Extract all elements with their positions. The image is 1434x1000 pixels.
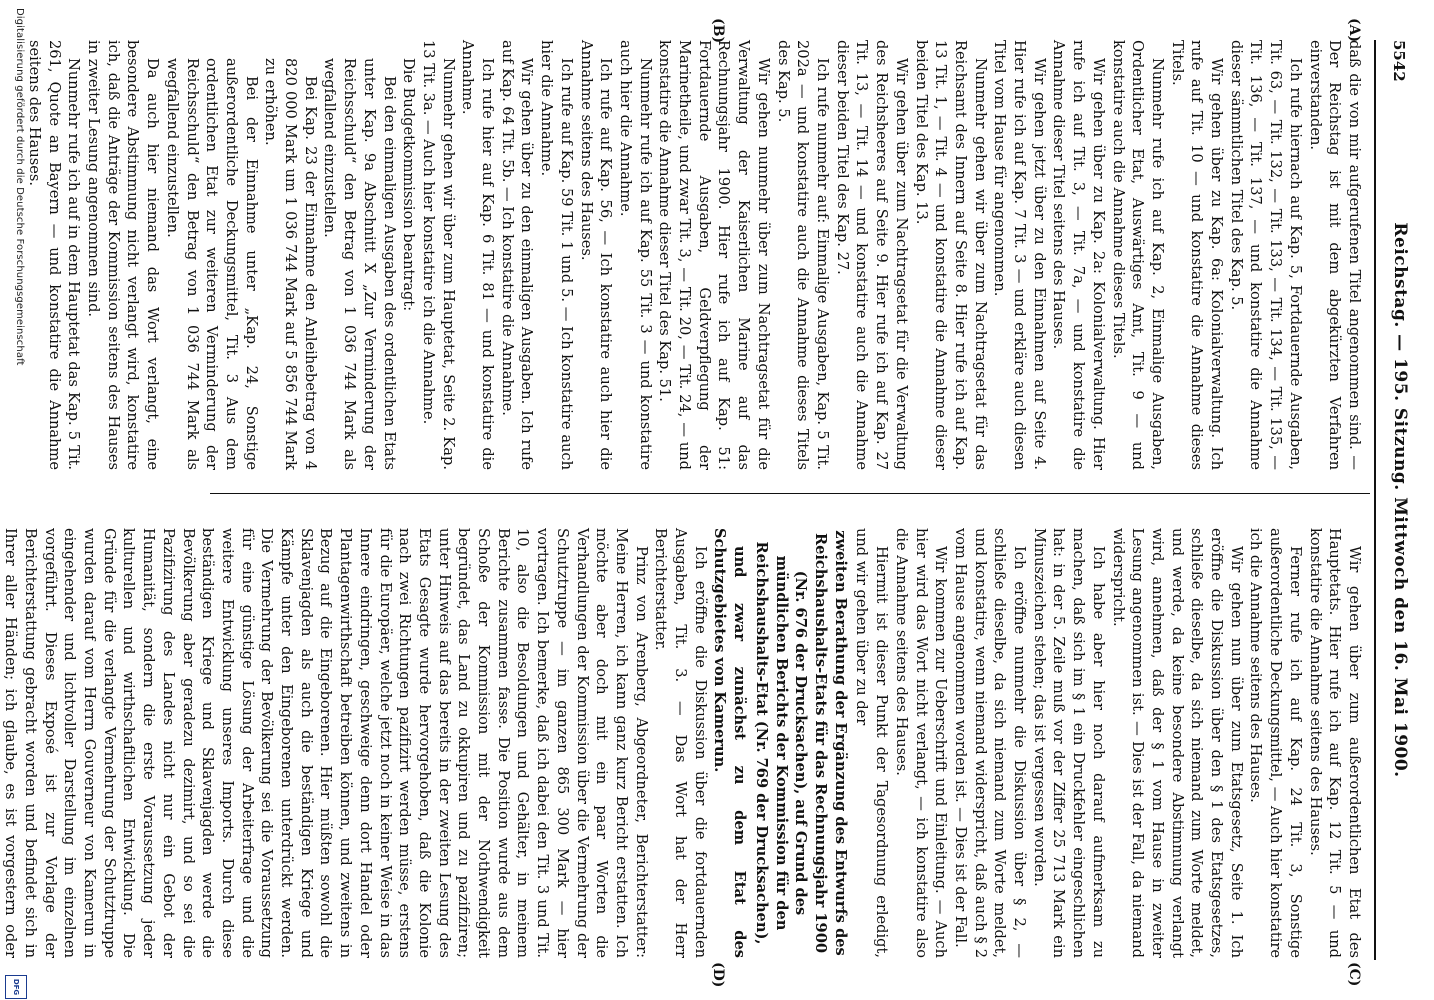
paragraph: Nunmehr gehen wir über zum Nachtragsetat für das Reichsamt des Innern auf Seite 8. Hier rufe ich auf Kap. 13 Tit. 1, — Tit. 4 — und konstatire die Annahme dieser beiden Titel des Kap. 13. <box>912 40 989 470</box>
margin-mark-a: (A) <box>1346 18 1362 43</box>
paragraph: Bei den einmaligen Ausgaben des ordentlichen Etats unter Kap. 9a Abschnitt X „Zur Verminderung der Reichsschuld“ den Betrag von 1 036 744 Mark als wegfallend einzustellen. <box>321 58 398 470</box>
page-title: Reichstag. — 195. Sitzung. Mittwoch den 16. Mai 1900. <box>1390 222 1410 778</box>
left-column <box>20 40 1364 470</box>
paragraph: Ich rufe auf Kap. 56, — Ich konstatire auch hier die Annahme seitens des Hauses. <box>577 40 615 470</box>
paragraph: Wir gehen nun über zum Etatsgesetz, Seite 1. Ich eröffne die Diskussion über den § 1 des Etatsgesetzes, schließe dieselbe, da sich niemand zum Worte meldet, und werde, da keine besondere Abstimmung verlangt wird, annehmen, daß der § 1 vom Hause in zweiter Lesung angenommen ist. — Dies ist der Fall, da niemand widerspricht. <box>1109 528 1245 958</box>
paragraph: Bei der Einnahme unter „Kap. 24, Sonstige außerordentliche Deckungsmittel, Tit. 3 Aus dem ordentlichen Etat zur weiteren Verminderung der Reichsschuld“ den Betrag von 1 036 744 Mark als wegfallend einzustellen. <box>163 58 260 470</box>
paragraph: Wir gehen über zu Kap. 2a: Kolonialverwaltung. Hier rufe ich auf Tit. 3, — Tit. 7a, — und konstatire die Annahme dieser Titel seitens des Hauses. <box>1050 40 1107 470</box>
paragraph: Wir gehen nunmehr über zum Nachtragsetat für die Verwaltung der Kaiserlichen Marine auf das Rechnungsjahr 1900. Hier rufe ich auf Kap. 51: Fortdauernde Ausgaben, Geldverpflegung der Marinetheile, und zwar Tit. 3, — Tit. 20, — Tit. 24, — und konstatire die Annahme dieser Titel des Kap. 51. <box>656 40 772 470</box>
page-header <box>1374 40 1414 960</box>
paragraph: Ich rufe auf Kap. 59 Tit. 1 und 5. — Ich konstatire auch hier die Annahme. <box>538 40 575 470</box>
margin-mark-c: (C) <box>1346 962 1362 987</box>
dfg-logo-text: DFG <box>12 978 20 996</box>
paragraph: Nunmehr rufe ich auf Kap. 55 Tit. 3 — und konstatire auch hier die Annahme. <box>616 40 654 470</box>
paragraph: Wir gehen jetzt über zu den Einnahmen auf Seite 4. Hier rufe ich auf Kap. 7 Tit. 3 — und erkläre auch diesen Titel vom Hause für angenommen. <box>991 40 1048 470</box>
paragraph: Nunmehr gehen wir über zum Hauptetat, Seite 2. Kap. 13 Tit. 3a. — Auch hier konstatire ich die Annahme. <box>419 40 457 470</box>
paragraph: Wir gehen über zum außerordentlichen Etat des Hauptetats. Hier rufe ich auf Kap. 12 Tit. 5 — und konstatire die Annahme seitens des Hauses. <box>1306 528 1363 958</box>
page-number: 5542 <box>1390 40 1408 82</box>
paragraph: Wir gehen über zum Nachtragsetat für die Verwaltung des Reichsheeres auf Seite 9. Hier rufe ich auf Kap. 27 Tit. 13, — Tit. 14 — und konstatire auch die Annahme dieser beiden Titel des Kap. 27. <box>833 40 910 470</box>
paragraph: Nunmehr rufe ich auf in dem Hauptetat das Kap. 5 Tit. 261, Quote an Bayern — und konstatire die Annahme seitens des Hauses. <box>25 40 83 470</box>
right-column <box>2 528 1364 958</box>
paragraph: Ich eröffne die Diskussion über die fortdauernden Ausgaben, Tit. 3. — Das Wort hat der Herr Berichterstatter. <box>652 528 709 958</box>
paragraph: Ich eröffne nunmehr die Diskussion über § 2, — schließe dieselbe, da sich niemand zum Worte meldet, und konstatire, wenn niemand widerspricht, daß auch § 2 vom Hause angenommen worden ist. — Dies ist der Fall. <box>951 528 1029 958</box>
paragraph: Hiermit ist dieser Punkt der Tagesordnung erledigt, und wir gehen über zu der <box>853 528 891 958</box>
paragraph: Ich rufe nunmehr auf: Einmalige Ausgaben, Kap. 5 Tit. 202a — und konstatire auch die Annahme dieses Titels des Kap. 5. <box>774 40 832 470</box>
section-heading: und zwar zunächst zu dem Etat des Schutzgebietes von Kamerun. <box>711 528 749 958</box>
paragraph: Wir gehen über zu Kap. 6a: Kolonialverwaltung. Ich rufe auf Tit. 10 — und konstatire die Annahme dieses Titels. <box>1168 40 1226 470</box>
paragraph: Da auch hier niemand das Wort verlangt, eine besondere Abstimmung nicht verlangt wird, konstatire ich, daß die Anträge der Kommission seitens des Hauses in zweiter Lesung angenommen sind. <box>85 40 162 470</box>
paragraph: Ich rufe hiernach auf Kap. 5, Fortdauernde Ausgaben, Tit. 63, — Tit. 132, — Tit. 133, — Tit. 134, — Tit. 135, — Tit. 136, — Tit. 137, — und konstatire die Annahme dieser sämmtlichen Titel des Kap. 5. <box>1227 40 1304 470</box>
paragraph: Nunmehr rufe ich auf Kap. 2, Einmalige Ausgaben, Ordentlicher Etat, Auswärtiges Amt, Tit. 9 — und konstatire auch die Annahme dieses Titels. <box>1109 40 1166 470</box>
margin-mark-b: (B) <box>710 18 726 44</box>
paragraph: Ferner rufe ich auf Kap. 24 Tit. 3, Sonstige außerordentliche Deckungsmittel, — Auch hier konstatire ich die Annahme seitens des Hauses. <box>1247 528 1304 958</box>
paragraph: Die Budgetkommission beantragt: <box>400 58 418 312</box>
paragraph: Ich habe aber hier noch darauf aufmerksam zu machen, daß sich im § 1 ein Druckfehler eingeschlichen hat: in der 5. Zeile muß vor der Ziffer 25 713 Mark ein Minuszeichen stehen; das ist vergessen worden. <box>1030 528 1107 958</box>
digitization-credit: Digitalisierung gefördert durch die Deutsche Forschungsgemeinschaft <box>14 8 25 366</box>
paragraph: Wir kommen zur Ueberschrift und Einleitung. — Auch hier wird das Wort nicht verlangt, — ich konstatire also die Annahme seitens des Hauses. <box>892 528 950 958</box>
paragraph: daß die von mir aufgerufenen Titel angenommen sind. — Der Reichstag ist mit dem abgekürzten Verfahren einverstanden. <box>1306 40 1363 470</box>
header-rule <box>1374 40 1376 960</box>
paragraph: Ich rufe hier auf Kap. 6 Tit. 81 — und konstatire die Annahme. <box>459 40 497 470</box>
paragraph: Wir gehen über zu den einmaligen Ausgaben. Ich rufe auf Kap. 64 Tit. 5b. — Ich konstatire die Annahme. <box>498 40 536 470</box>
paragraph: Bei Kap. 23 der Einnahme den Anleihebetrag von 4 820 000 Mark um 1 036 744 Mark auf 5 856 744 Mark zu erhöhen. <box>262 58 319 470</box>
agenda-item-heading: zweiten Berathung der Ergänzung des Entwurfs des Reichshaushalts-Etats für das Rechnungsjahr 1900 (Nr. 676 der Drucksachen), auf Grund des mündlichen Berichts der Kommission für den Reichshaushalts-Etat (Nr. 769 der Drucksachen), <box>752 530 849 956</box>
dfg-logo-icon <box>5 975 27 999</box>
digitization-credit-strip <box>3 0 29 1000</box>
margin-mark-d: (D) <box>710 962 726 988</box>
speech-paragraph: Prinz von Arenberg, Abgeordneter, Berichterstatter: Meine Herren, ich kann ganz kurz Bericht erstatten. Ich möchte aber doch mit ein paar Worten die Verhandlungen der Kommission über die Vermehrung der Schutztruppe — im ganzen 865 300 Mark — hier vortragen. Ich bemerke, daß ich dabei den Tit. 3 und Tit. 10, also die Besoldungen und Gehälter, in meinem Berichte zusammen fasse. Die Position wurde aus dem Schoße der Kommission mit der Nothwendigkeit begründet, das Land zu okkupiren und zu pazifiziren; unter Hinweis auf das bereits in der zweiten Lesung des Etats Gesagte wurde hervorgehoben, daß die Kolonie nach zwei Richtungen pazifizirt werden müsse, erstens für die Europäer, welche jetzt noch in keiner Weise in das Innere eindringen, geschweige denn dort Handel oder Plantagenwirthschaft betreiben können, und zweitens in Bezug auf die Eingeborenen. Hier müßten sowohl die Sklavenjagden als auch die beständigen Kriege und Kämpfe unter den Eingeborenen unterdrückt werden. Die Vermehrung der Bevölkerung sei die Voraussetzung für eine günstige Lösung der Arbeiterfrage und die weitere Entwicklung unseres Imports. Durch diese beständigen Kriege und Sklavenjagden werde die Bevölkerung aber geradezu dezimirt, und so sei die Pazifizirung des Landes nicht nur ein Gebot der Humanität, sondern die erste Voraussetzung jeder kulturellen und wirthschaftlichen Entwicklung. Die Gründe für die verlangte Vermehrung der Schutztruppe wurden darauf vom Herrn Gouverneur von Kamerun in eingehender und lichtvoller Darstellung im einzelnen vorgeführt. Dieses Exposé ist zur Vorlage der Berichterstattung gebracht worden und befindet sich in Ihrer aller Händen; ich glaube, es ist vorgestern oder <box>2 528 650 958</box>
column-divider <box>210 493 1370 494</box>
